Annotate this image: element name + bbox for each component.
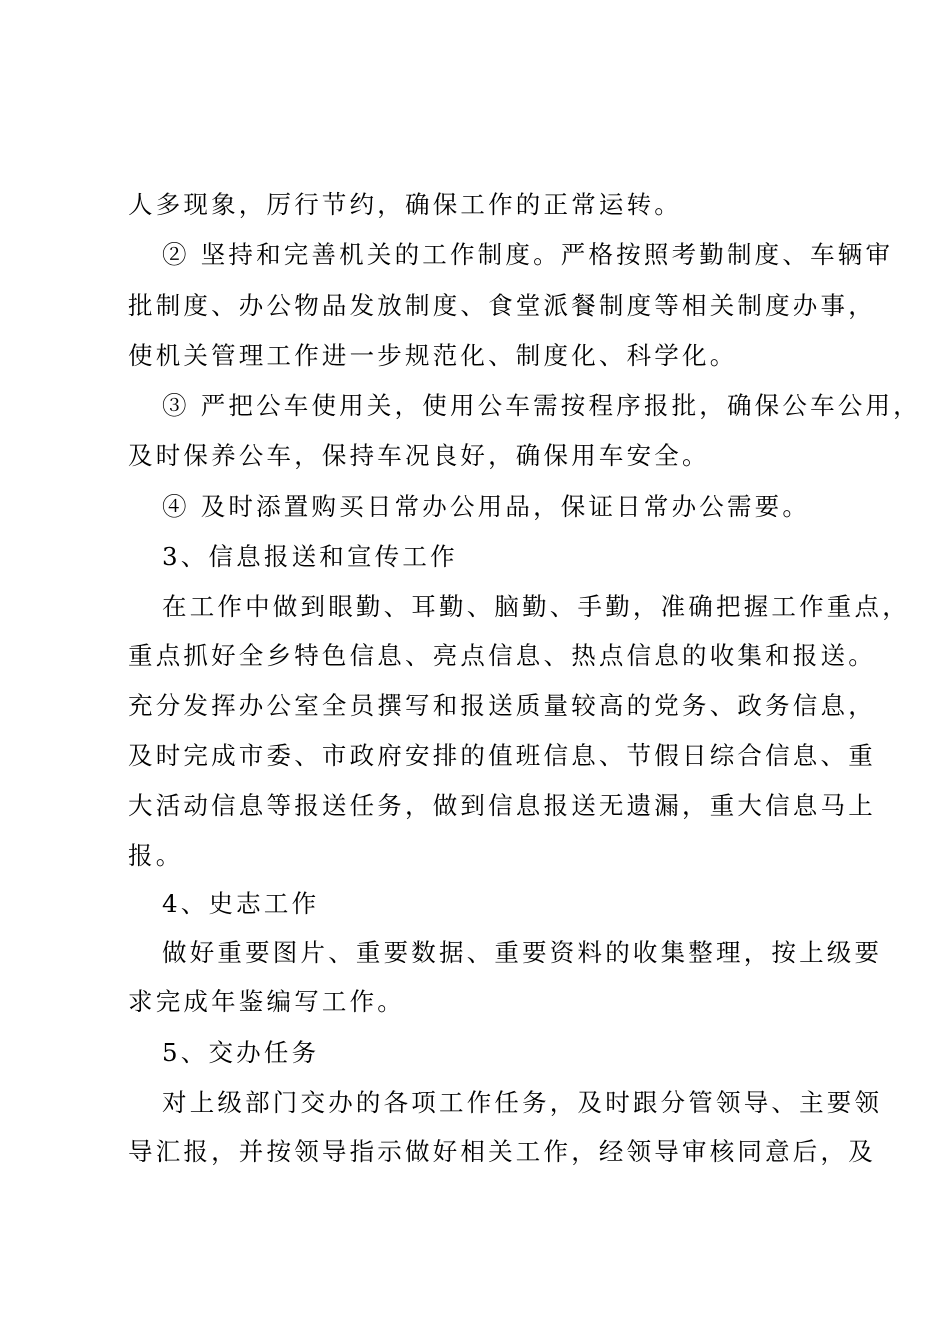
body-text-line: 在工作中做到眼勤、耳勤、脑勤、手勤，准确把握工作重点， xyxy=(162,592,910,621)
body-text-line: 及时完成市委、市政府安排的值班信息、节假日综合信息、重 xyxy=(128,741,876,770)
body-text-line: 报。 xyxy=(128,841,184,870)
body-text-line: 做好重要图片、重要数据、重要资料的收集整理，按上级要 xyxy=(162,938,883,967)
body-text-line: 重点抓好全乡特色信息、亮点信息、热点信息的收集和报送。 xyxy=(128,641,876,670)
section-heading-4: 4、史志工作 xyxy=(162,889,320,918)
body-text-line: 使机关管理工作进一步规范化、制度化、科学化。 xyxy=(128,341,738,370)
section-heading-3: 3、信息报送和宣传工作 xyxy=(162,542,458,571)
body-text-line: 对上级部门交办的各项工作任务，及时跟分管领导、主要领 xyxy=(162,1088,883,1117)
section-heading-5: 5、交办任务 xyxy=(162,1038,320,1067)
list-item-3-line: ③ 严把公车使用关，使用公车需按程序报批，确保公车公用， xyxy=(162,391,921,420)
body-text-line: 及时保养公车，保持车况良好，确保用车安全。 xyxy=(128,441,710,470)
body-text-line: 批制度、办公物品发放制度、食堂派餐制度等相关制度办事， xyxy=(128,291,876,320)
list-item-4-line: ④ 及时添置购买日常办公用品，保证日常办公需要。 xyxy=(162,492,811,521)
body-text-line: 充分发挥办公室全员撰写和报送质量较高的党务、政务信息， xyxy=(128,691,876,720)
body-text-line: 导汇报，并按领导指示做好相关工作，经领导审核同意后，及 xyxy=(128,1137,876,1166)
body-text-line: 大活动信息等报送任务，做到信息报送无遗漏，重大信息马上 xyxy=(128,791,876,820)
body-text-line: 求完成年鉴编写工作。 xyxy=(128,987,405,1016)
list-item-2-line: ② 坚持和完善机关的工作制度。严格按照考勤制度、车辆审 xyxy=(162,240,894,269)
body-text-line: 人多现象，厉行节约，确保工作的正常运转。 xyxy=(128,190,682,219)
